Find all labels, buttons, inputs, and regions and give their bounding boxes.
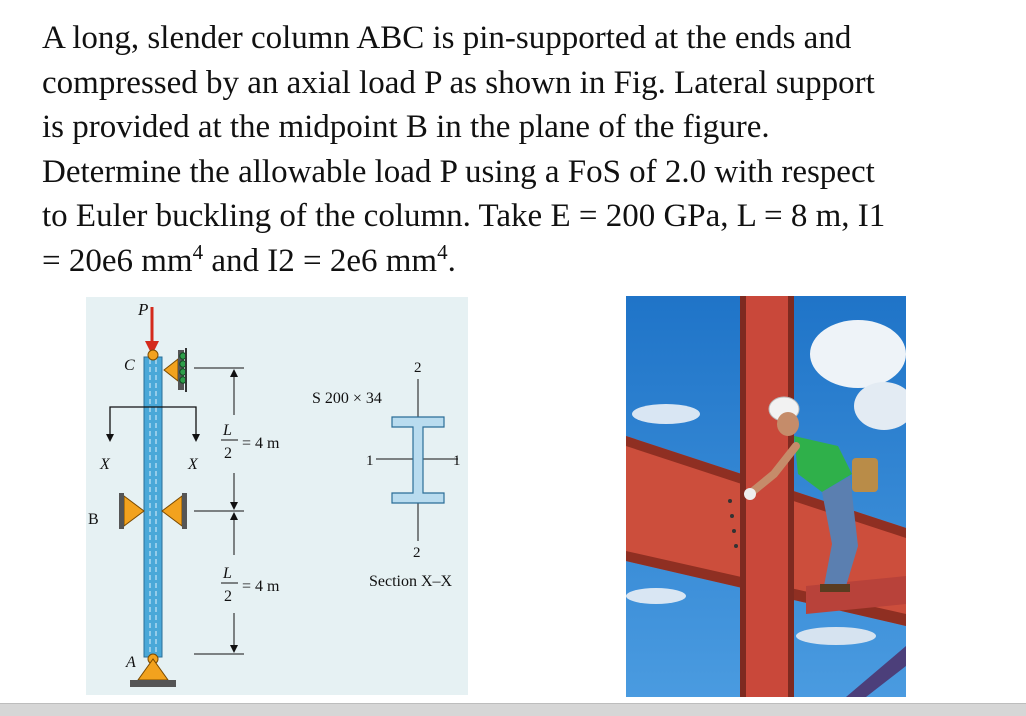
dimension-arrow-icon (230, 645, 238, 653)
bolt-icon (732, 529, 736, 533)
label-a: A (126, 654, 136, 671)
label-x-right: X (188, 456, 198, 473)
problem-line-given (42, 239, 1002, 284)
cloud-icon (632, 404, 700, 424)
exponent: 4 (192, 239, 204, 264)
i-beam-section-icon (392, 417, 444, 503)
cloud-icon (810, 320, 906, 388)
left-wall-icon (119, 493, 124, 529)
dimension-arrow-icon (230, 512, 238, 520)
top-roller-support-icon (164, 359, 178, 381)
ironworker-photo-svg (626, 296, 906, 697)
dim-top-denominator: 2 (224, 445, 232, 462)
section-name: S 200 × 34 (312, 390, 382, 407)
ironworker-photo (626, 296, 906, 697)
problem-statement (42, 16, 1002, 284)
bolt-icon (734, 544, 738, 548)
axis-2-bottom-label: 2 (413, 545, 421, 561)
problem-line: to Euler buckling of the column. Take E = 200 GPa, L = 8 m, I1 (42, 198, 886, 235)
ground-icon (130, 680, 176, 687)
column-member (144, 357, 162, 657)
dim-top-value: = 4 m (242, 435, 280, 452)
right-wall-icon (182, 493, 187, 529)
worker-head (777, 412, 799, 436)
dim-bottom-numerator: L (223, 565, 232, 582)
problem-line: A long, slender column ABC is pin-supported at the ends and (42, 20, 852, 56)
section-caption: Section X–X (369, 573, 453, 590)
boot-icon (820, 584, 850, 592)
problem-text: . (447, 242, 456, 279)
problem-line: is provided at the midpoint B in the plane of the figure. (42, 109, 770, 146)
bolt-icon (728, 499, 732, 503)
pin-c-icon (148, 350, 158, 360)
problem-line: Determine the allowable load P using a FoS of 2.0 with respect (42, 153, 875, 190)
label-p: P (138, 300, 149, 319)
dimension-arrow-icon (230, 502, 238, 510)
glove-icon (744, 488, 756, 500)
problem-line: compressed by an axial load P as shown in Fig. Lateral support (42, 64, 875, 101)
axis-2-top-label: 2 (414, 360, 422, 376)
column-diagram-svg (86, 297, 468, 695)
lateral-support-right-icon (162, 496, 182, 526)
column-flange (788, 296, 794, 697)
label-c: C (124, 357, 135, 374)
window-bottom-scrollbar[interactable] (0, 703, 1026, 716)
label-b: B (88, 511, 99, 528)
cloud-icon (626, 588, 686, 604)
dim-bottom-denominator: 2 (224, 588, 232, 605)
section-arrow-icon (106, 434, 114, 442)
exponent: 4 (437, 239, 448, 264)
tool-belt-icon (852, 458, 878, 492)
section-arrow-icon (192, 434, 200, 442)
bolt-icon (730, 514, 734, 518)
problem-text: and I2 = 2e6 mm (203, 242, 438, 279)
axis-1-left-label: 1 (366, 453, 374, 469)
dim-top-numerator: L (223, 422, 232, 439)
label-x-left: X (100, 456, 110, 473)
dimension-arrow-icon (230, 369, 238, 377)
column-diagram (86, 297, 468, 695)
axis-1-right-label: 1 (453, 453, 461, 469)
cloud-icon (796, 627, 876, 645)
problem-text: = 20e6 mm (42, 242, 193, 279)
dim-bottom-value: = 4 m (242, 578, 280, 595)
pin-support-icon (138, 659, 168, 680)
lateral-support-left-icon (124, 496, 144, 526)
